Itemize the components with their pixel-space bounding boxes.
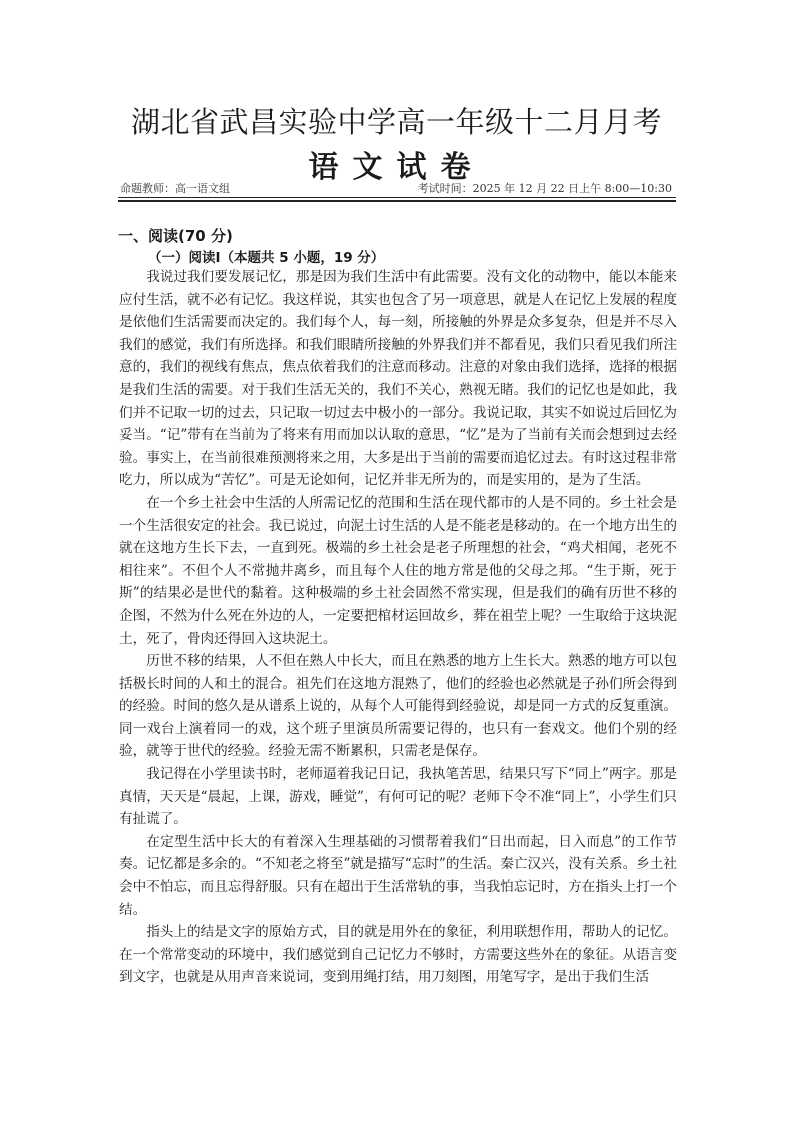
subsection-heading: （一）阅读Ⅰ（本题共 5 小题，19 分） — [148, 250, 385, 266]
passage-paragraph: 我记得在小学里读书时，老师逼着我记日记，我执笔苦思，结果只写下“同上”两字。那是真情，天天是“晨起，上课，游戏，睡觉”，有何可记的呢？老师下令不准“同上”，小学生们只有扯谎了。 — [119, 766, 677, 828]
reading-passage — [119, 266, 677, 989]
school-title: 湖北省武昌实验中学高一年级十二月月考 — [130, 105, 662, 139]
passage-paragraph: 历世不移的结果，人不但在熟人中长大，而且在熟悉的地方上生长大。熟悉的地方可以包括极长时间的人和土的混合。祖先们在这地方混熟了，他们的经验也必然就是子孙们所会得到的经验。时间的悠久是从谱系上说的，从每个人可能得到经验说，却是同一方式的反复重演。同一戏台上演着同一的戏，这个班子里演员所需要记得的，也只有一套戏文。他们个别的经验，就等于世代的经验。经验无需不断累积，只需老是保存。 — [119, 653, 677, 760]
exam-meta-row — [118, 180, 674, 198]
passage-paragraph: 在一个乡土社会中生活的人所需记忆的范围和生活在现代都市的人是不同的。乡土社会是一个生活很安定的社会。我已说过，向泥土讨生活的人是不能老是移动的。在一个地方出生的就在这地方生长下去，一直到死。极端的乡土社会是老子所理想的社会，“鸡犬相闻，老死不相往来”。不但个人不常抛井离乡，而且每个人住的地方常是他的父母之邦。“生于斯，死于斯”的结果必是世代的黏着。这种极端的乡土社会固然不常实现，但是我们的确有历世不移的企图，不然为什么死在外边的人，一定要把棺材运回故乡，葬在祖茔上呢？一生取给于这块泥土，死了，骨肉还得回入这块泥土。 — [119, 494, 677, 647]
exam-time: 考试时间：2025 年 12 月 22 日上午 8:00—10:30 — [417, 182, 672, 195]
passage-paragraph: 在定型生活中长大的有着深入生理基础的习惯帮着我们“日出而起，日入而息”的工作节奏。记忆都是多余的。“不知老之将至”就是描写“忘时”的生活。秦亡汉兴，没有关系。乡土社会中不怕忘，而且忘得舒服。只有在超出于生活常轨的事，当我怕忘记时，方在指头上打一个结。 — [119, 833, 677, 918]
section-heading: 一、阅读(70 分) — [118, 227, 233, 245]
subject-title: 语文试卷 — [308, 150, 485, 185]
question-setter: 命题教师：高一语文组 — [120, 182, 230, 195]
header-divider-thick — [118, 200, 676, 202]
passage-paragraph: 我说过我们要发展记忆，那是因为我们生活中有此需要。没有文化的动物中，能以本能来应付生活，就不必有记忆。我这样说，其实也包含了另一项意思，就是人在记忆上发展的程度是依他们生活需要而决定的。我们每个人，每一刻，所接触的外界是众多复杂，但是并不尽入我们的感觉，我们有所选择。和我们眼睛所接触的外界我们并不都看见，我们只看见我们所注意的，我们的视线有焦点，焦点依着我们的注意而移动。注意的对象由我们选择，选择的根据是我们生活的需要。对于我们生活无关的，我们不关心，熟视无睹。我们的记忆也是如此，我们并不记取一切的过去，只记取一切过去中极小的一部分。我说记取，其实不如说过后回忆为妥当。“记”带有在当前为了将来有用而加以认取的意思，“忆”是为了当前有关而会想到过去经验。事实上，在当前很难预测将来之用，大多是出于当前的需要而追忆过去。有时这过程非常吃力，所以成为“苦忆”。可是无论如何，记忆并非无所为的，而是实用的，是为了生活。 — [119, 269, 677, 489]
passage-paragraph: 指头上的结是文字的原始方式，目的就是用外在的象征，利用联想作用，帮助人的记忆。在一个常常变动的环境中，我们感觉到自己记忆力不够时，方需要这些外在的象征。从语言变到文字，也就是从用声音来说词，变到用绳打结，用刀刻图，用笔写字，是出于我们生活 — [119, 924, 677, 986]
header-divider-thin — [118, 197, 676, 198]
